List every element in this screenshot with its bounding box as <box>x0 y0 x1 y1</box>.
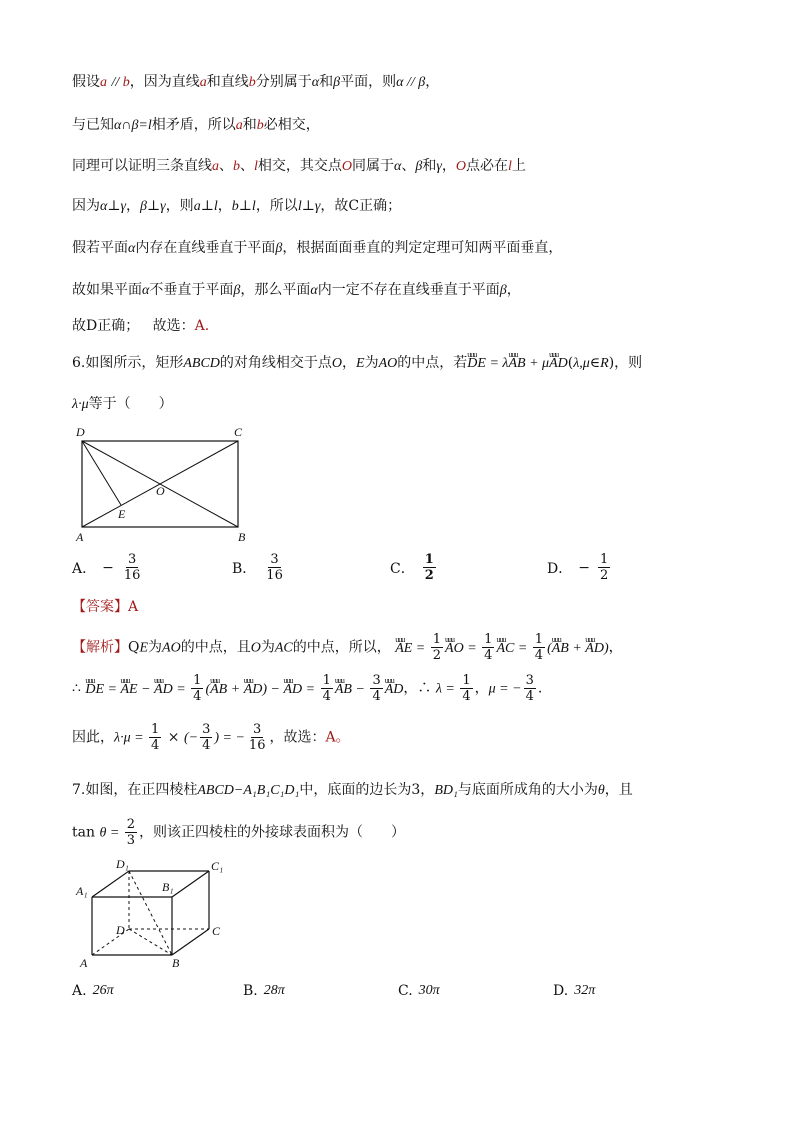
option-letter: B. <box>243 983 258 999</box>
q6-analysis-1: 【解析】QE为AO的中点，且O为AC的中点，所以， uuu AE = $\frac{1}{2}$ uuu AO = $\frac{1}{4}$ uuu AC = $\frac{1}{4}$ (uuu AB + uuu AD)， <box>72 632 623 663</box>
option-letter: B． <box>232 560 257 577</box>
label-D: D <box>116 923 125 937</box>
answer-value: A <box>128 599 139 615</box>
q7-prism-figure <box>72 853 242 973</box>
option-letter: A. <box>72 983 87 999</box>
q6-stem-1: 6.如图所示，矩形ABCD的对角线相交于点O，E为AO的中点，若uuu DE = λuuu AB + μuuu AD(λ,μ∈R)，则 <box>72 353 642 374</box>
label-O: O <box>156 484 165 498</box>
label-D: D <box>76 425 85 439</box>
proof-choose: 故选：A. <box>152 318 210 334</box>
option-letter: C． <box>390 560 415 577</box>
label-B: B <box>172 956 180 970</box>
analysis-tag: 【解析】 <box>72 639 128 656</box>
q7-stem-2: tan θ = $\frac{2}{3}$ ，则该正四棱柱的外接球表面积为（ ） <box>72 817 406 848</box>
q7-option-a[interactable] <box>72 983 114 999</box>
option-fraction: $\frac{3}{16}$ <box>123 552 141 583</box>
option-fraction: $\frac{3}{16}$ <box>266 552 283 583</box>
option-letter: C. <box>398 983 413 999</box>
q6-analysis-2: ∴ uuu DE = uuu AE − uuu AD = $\frac{1}{4}$ (uuu AB + uuu AD) − uuu AD = $\frac{1}{4}$ uuu AB − $\frac{3}{4}$ uuu AD，∴ λ = $\frac{1}{4}$ ，μ = − $\frac{3}{4}$ . <box>72 673 542 704</box>
label-C: C <box>212 924 221 938</box>
edge-a1d1 <box>92 871 129 897</box>
label-D1: D₁ <box>116 857 129 871</box>
proof-line-7 <box>72 316 209 336</box>
q7-option-c[interactable] <box>398 983 440 999</box>
q6-rectangle-figure <box>72 423 272 543</box>
label-B1: B₁ <box>162 880 174 894</box>
label-A: A <box>76 530 84 543</box>
q6-option-d[interactable] <box>547 552 612 583</box>
proof-line-4: 因为α⊥γ，β⊥γ，则a⊥l，b⊥l，所以l⊥γ，故C正确； <box>72 198 402 214</box>
option-sign: − <box>578 559 590 576</box>
label-C1: C₁ <box>211 859 224 873</box>
label-E: E <box>118 507 126 521</box>
q7-stem-1: 7.如图，在正四棱柱ABCD−A₁B₁C₁D₁中，底面的边长为3，BD₁与底面所成角的大小为θ，且 <box>72 782 633 798</box>
proof-line-3: 同理可以证明三条直线a、b、l相交，其交点O同属于α、β和γ，O点必在l上 <box>72 158 526 174</box>
option-value: 32π <box>574 983 596 998</box>
label-C: C <box>234 425 243 439</box>
option-letter: A． <box>72 560 97 577</box>
proof-line-2: 与已知α∩β=l相矛盾，所以a和b必相交， <box>72 117 320 133</box>
option-value: 30π <box>418 983 440 998</box>
q6-option-b[interactable] <box>232 552 287 583</box>
proof-line-1: 假设a // b，因为直线a和直线b分别属于α和β平面，则α // β， <box>72 74 440 90</box>
segment-de <box>82 441 121 505</box>
q6-option-c[interactable] <box>390 552 438 583</box>
option-sign: − <box>102 559 114 576</box>
final-choice: A。 <box>325 729 350 746</box>
label-A: A <box>80 956 88 970</box>
option-value: 28π <box>263 983 285 998</box>
q6-analysis-3: 因此，λ·μ = $\frac{1}{4}$ × (− $\frac{3}{4}$ ) = − $\frac{3}{16}$ ，故选：A。 <box>72 722 350 753</box>
q6-option-a[interactable] <box>72 552 144 583</box>
option-fraction: $\frac{1}{2}$ <box>599 552 609 583</box>
proof-line-6: 故如果平面α不垂直于平面β，那么平面α内一定不存在直线垂直于平面β， <box>72 282 521 298</box>
option-letter: D． <box>547 560 573 577</box>
option-letter: D. <box>553 983 569 999</box>
q6-stem-2: λ·μ等于（ ） <box>72 396 173 412</box>
q6-answer <box>72 597 138 617</box>
q7-option-b[interactable] <box>243 983 285 999</box>
edge-b1c1 <box>172 871 209 897</box>
label-A1: A₁ <box>76 884 88 898</box>
label-B: B <box>238 530 246 543</box>
answer-tag: 【答案】 <box>72 599 128 615</box>
proof-line-5: 假若平面α内存在直线垂直于平面β，根据面面垂直的判定定理可知两平面垂直， <box>72 240 563 256</box>
option-fraction: $\frac{1}{2}$ <box>424 552 434 583</box>
edge-bc <box>172 929 209 955</box>
option-value: 26π <box>92 983 114 998</box>
q7-option-d[interactable] <box>553 983 595 999</box>
proof-d-correct: 故D正确； <box>72 318 140 334</box>
